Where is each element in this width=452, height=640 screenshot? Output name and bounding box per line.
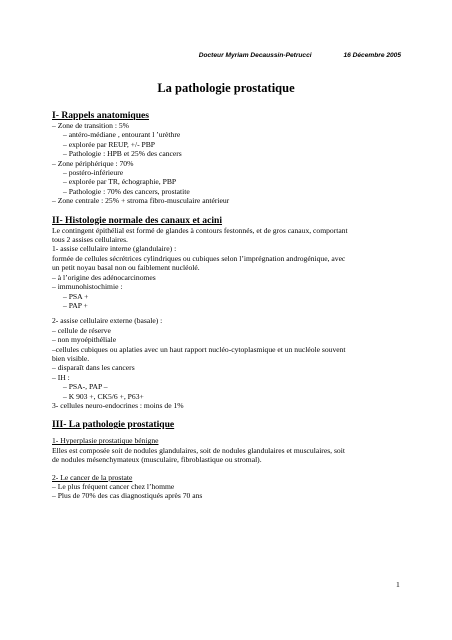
text-line: – non myoépithéliale: [52, 335, 117, 345]
text-line: – PSA +: [63, 291, 89, 301]
text-line: – Pathologie : HPB et 25% des cancers: [63, 149, 182, 159]
text-line: 2- assise cellulaire externe (basale) :: [52, 316, 163, 326]
page-header: [199, 52, 401, 59]
subsection-heading-1: 1- Hyperplasie prostatique bénigne: [52, 436, 159, 446]
text-line: – IH :: [52, 372, 70, 382]
text-line: – Zone de transition : 5%: [52, 121, 129, 130]
text-line: – PAP +: [63, 300, 88, 310]
section-heading-2: II- Histologie normale des canaux et acini: [52, 214, 223, 226]
text-line: – Pathologie : 70% des cancers, prostatite: [63, 186, 190, 196]
text-line: Le contingent épithélial est formé de glandes à contours festonnés, et de gros canaux, comportant: [52, 225, 348, 235]
text-line: 1- assise cellulaire interne (glandulaire) :: [52, 244, 177, 254]
header-date: 16 Décembre 2005: [343, 52, 401, 59]
section-heading-1: I- Rappels anatomiques: [52, 110, 150, 121]
text-line: – à l’origine des adénocarcinomes: [52, 272, 156, 282]
text-line: de nodules mésenchymateux (musculaire, fibroblastique ou stromal).: [52, 455, 262, 465]
text-line: – PSA-, PAP –: [63, 382, 108, 392]
document-body: [52, 110, 404, 501]
text-line: – Zone périphérique : 70%: [52, 158, 134, 168]
subsection-heading-2: 2- Le cancer de la prostate: [52, 472, 133, 482]
text-line: – exploréе par TR, échographie, PBP: [63, 177, 177, 187]
text-line: un petit noyau basal non ou faiblement nucléolé.: [52, 263, 200, 273]
text-line: – Plus de 70% des cas diagnostiqués après 70 ans: [52, 491, 203, 501]
text-line: – postéro-inférieure: [63, 168, 124, 178]
text-line: – disparaît dans les cancers: [52, 363, 135, 373]
text-line: – immunohistochimie :: [52, 282, 123, 292]
text-line: 3- cellules neuro-endocrines : moins de 1%: [52, 400, 184, 410]
text-line: – K 903 +, CK5/6 +, P63+: [63, 391, 144, 401]
text-line: – exploréе par REUP, +/- PBP: [63, 139, 156, 149]
text-line: – cellule de réserve: [52, 325, 111, 335]
text-line: – Zone centrale : 25% + stroma fibro-musculaire antérieur: [52, 196, 230, 206]
text-line: – Le plus fréquent cancer chez l’homme: [52, 482, 175, 491]
page-title: La pathologie prostatique: [157, 81, 295, 95]
text-line: – antéro-médiane , entourant l ’urèthre: [63, 130, 181, 140]
text-line: tous 2 assises cellulaires.: [52, 235, 128, 245]
text-line: bien visible.: [52, 353, 90, 363]
header-author: Docteur Myriam Decaussin-Petrucci: [198, 52, 312, 59]
text-line: formée de cellules sécrétrices cylindriques ou cubiques selon l’imprégnation androgénique, avec: [52, 253, 346, 263]
page-number: 1: [396, 580, 400, 589]
section-heading-3: III- La pathologie prostatique: [52, 419, 175, 431]
text-line: –cellules cubiques ou aplaties avec un haut rapport nucléo-cytoplasmique et un nucléole souvent: [52, 344, 346, 354]
text-line: Elles est composée soit de nodules glandulaires, soit de nodules glandulaires et musculaires, soit: [52, 445, 345, 455]
